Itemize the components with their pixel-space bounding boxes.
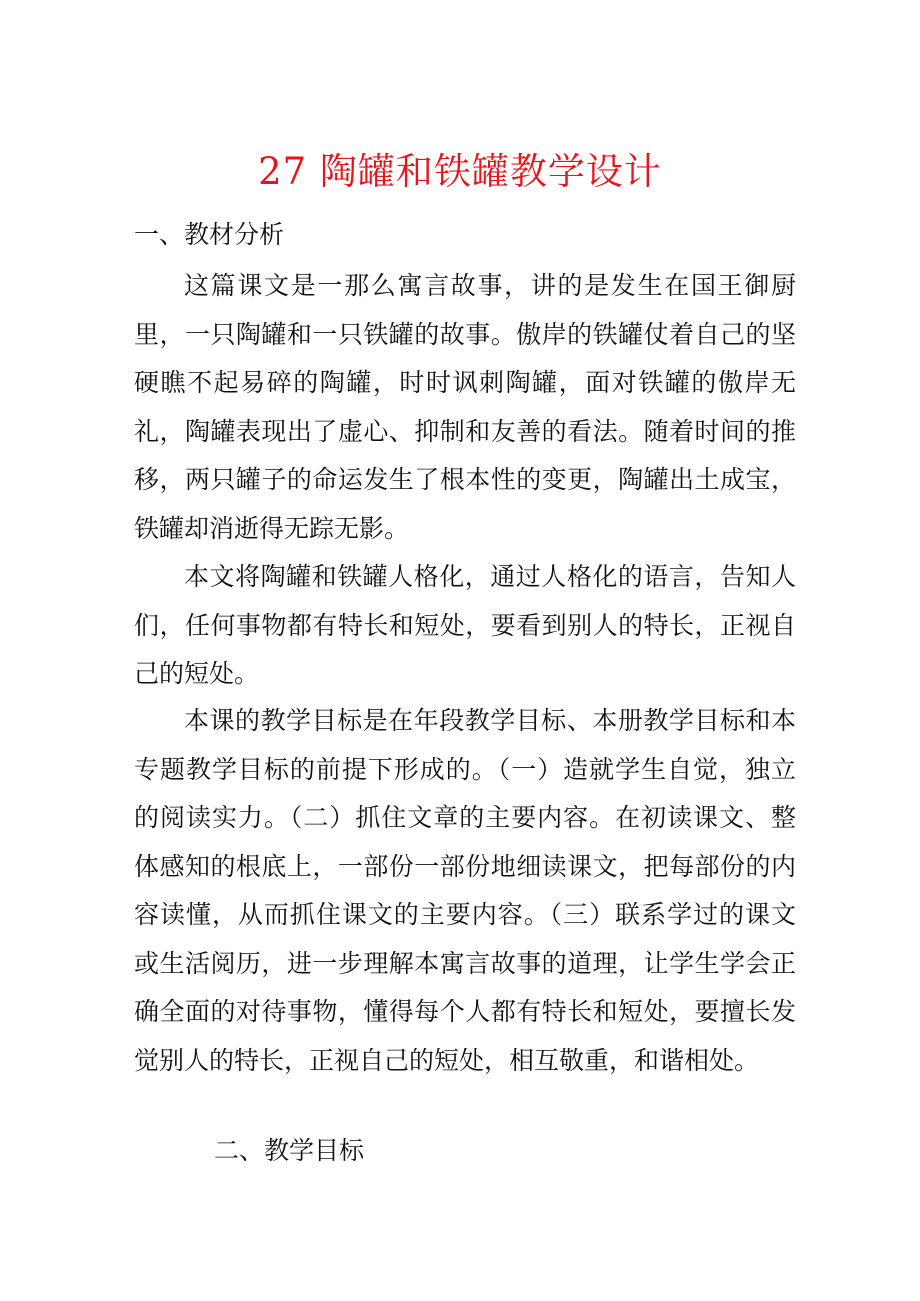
section-heading-analysis: 一、教材分析 (134, 220, 285, 249)
document-title: 27 陶罐和铁罐教学设计 (258, 150, 662, 193)
paragraph: 本课的教学目标是在年段教学目标、本册教学目标和本专题教学目标的前提下形成的。（一）造就学生自觉，独立的阅读实力。（二）抓住文章的主要内容。在初读课文、整体感知的根底上，一部份一部份地细读课文，把每部份的内容读懂，从而抓住课文的主要内容。（三）联系学过的课文或生活阅历，进一步理解本寓言故事的道理，让学生学会正确全面的对待事物，懂得每个人都有特长和短处，要擅长发觉别人的特长，正视自己的短处，相互敬重，和谐相处。 (134, 706, 796, 1075)
paragraph: 本文将陶罐和铁罐人格化，通过人格化的语言，告知人们，任何事物都有特长和短处，要看到别人的特长，正视自己的短处。 (134, 562, 796, 688)
section-heading-goals: 二、教学目标 (214, 1136, 365, 1165)
paragraph: 这篇课文是一那么寓言故事，讲的是发生在国王御厨里，一只陶罐和一只铁罐的故事。傲岸的铁罐仗着自己的坚硬瞧不起易碎的陶罐，时时讽刺陶罐，面对铁罐的傲岸无礼，陶罐表现出了虚心、抑制和友善的看法。随着时间的推移，两只罐子的命运发生了根本性的变更，陶罐出土成宝，铁罐却消逝得无踪无影。 (134, 271, 796, 543)
